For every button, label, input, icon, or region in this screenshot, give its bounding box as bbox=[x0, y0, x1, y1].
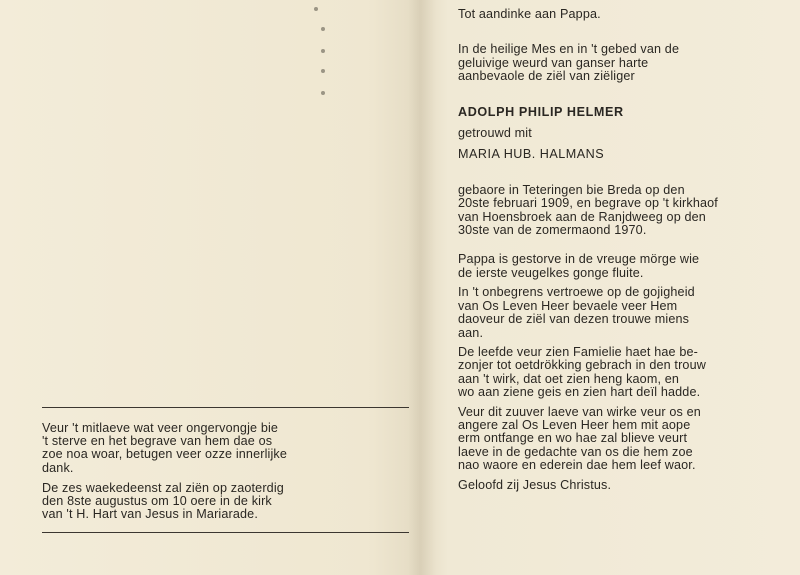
punch-dot bbox=[314, 7, 318, 11]
family-paragraph: De leefde veur zien Famielie haet hae be- zonjer tot oetdrökking gebrach in den trouw aan 't wirk, dat oet zien heng kaom, en wo aan ziene geis en zien hart deïl hadde. bbox=[458, 344, 706, 400]
death-paragraph: Pappa is gestorve in de vreuge mörge wie de ierste veugelkes gonge fluite. bbox=[458, 252, 700, 280]
spouse-name: MARIA HUB. HALMANS bbox=[458, 147, 605, 162]
closing-line: Geloofd zij Jesus Christus. bbox=[458, 477, 612, 492]
service-paragraph: De zes waekedeenst zal ziën op zaoterdig den 8ste augustus om 10 oere in de kirk van 't H. Hart van Jesus in Mariarade. bbox=[42, 480, 284, 522]
trust-paragraph: In 't onbegrens vertroewe op de gojigheid van Os Leven Heer bevaele veer Hem daoveur de ziël van dezen trouwe miens aan. bbox=[458, 285, 695, 340]
right-panel bbox=[458, 8, 788, 492]
top-rule bbox=[42, 407, 409, 408]
left-panel bbox=[42, 407, 412, 533]
center-fold bbox=[408, 0, 436, 575]
card-heading: Tot aandinke aan Pappa. bbox=[458, 7, 601, 21]
birth-paragraph: gebaore in Teteringen bie Breda op den 20ste februari 1909, en begrave op 't kirkhaof van Hoensbroek aan de Ranjdweeg op den 30ste van de zomermaond 1970. bbox=[458, 182, 718, 238]
bottom-rule bbox=[42, 532, 409, 533]
intro-paragraph: In de heilige Mes en in 't gebed van de geluivige weurd van ganser harte aanbevaole de ziël van ziëliger bbox=[458, 42, 680, 84]
punch-dot bbox=[321, 27, 325, 31]
punch-dot bbox=[321, 91, 325, 95]
punch-dot bbox=[321, 69, 325, 73]
married-label: getrouwd mit bbox=[458, 126, 532, 141]
thanks-paragraph: Veur 't mitlaeve wat veer ongervongje bie 't sterve en het begrave van hem dae os zoe noa woar, betugen veer ozze innerlijke dank. bbox=[42, 421, 288, 475]
punch-dot bbox=[321, 49, 325, 53]
life-paragraph: Veur dit zuuver laeve van wirke veur os en angere zal Os Leven Heer hem mit aope erm ontfange en wo hae zal blieve veurt laeve in de gedachte van os die hem zoe nao waore en ederein dae hem leef waor. bbox=[458, 404, 701, 473]
deceased-name: ADOLPH PHILIP HELMER bbox=[458, 104, 624, 119]
